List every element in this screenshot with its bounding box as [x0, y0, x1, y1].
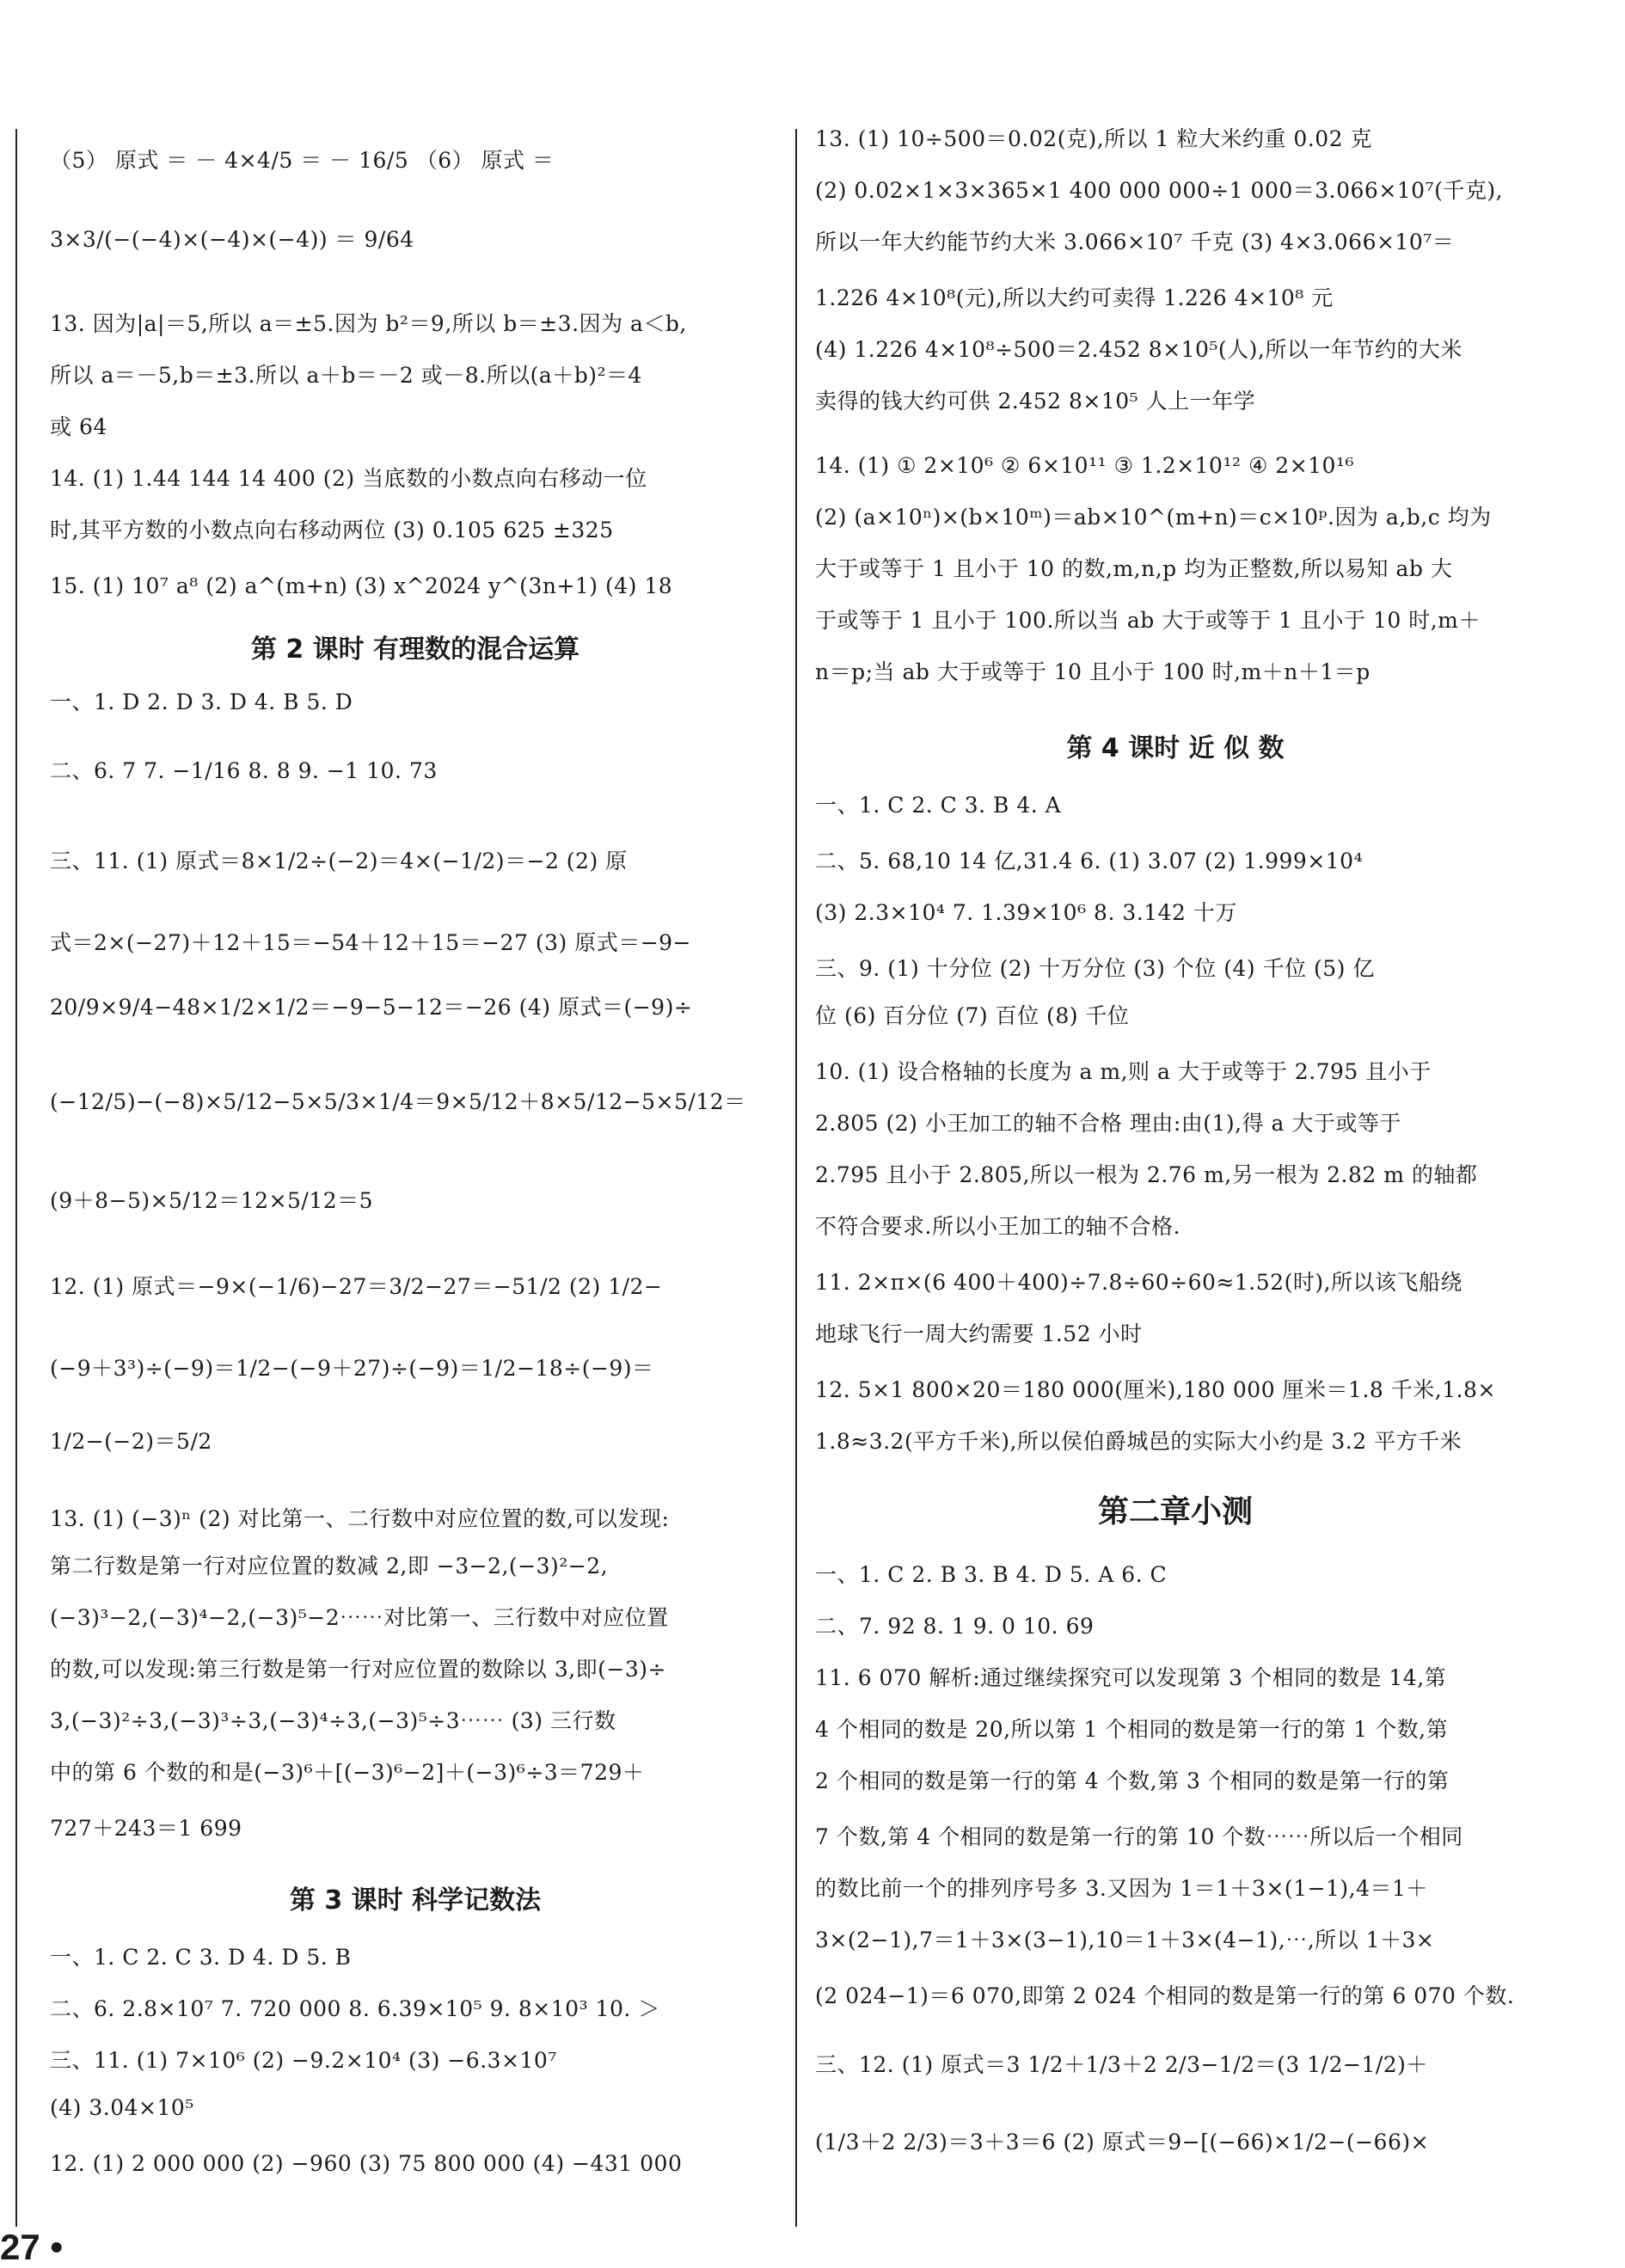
answer-line: 三、11. (1) 7×10⁶ (2) −9.2×10⁴ (3) −6.3×10⁷ — [50, 2048, 557, 2073]
page-number: 27 • — [0, 2227, 64, 2267]
answer-line: 1.226 4×10⁸(元),所以大约可卖得 1.226 4×10⁸ 元 — [815, 285, 1334, 310]
answer-line: 二、6. 7 7. −1/16 8. 8 9. −1 10. 73 — [50, 758, 438, 783]
answer-line: 所以 a＝－5,b＝±3.所以 a＋b＝－2 或－8.所以(a＋b)²＝4 — [50, 363, 642, 388]
answer-line: 2.805 (2) 小王加工的轴不合格 理由:由(1),得 a 大于或等于 — [815, 1111, 1401, 1136]
column-divider — [795, 129, 797, 2227]
answer-line: 2.795 且小于 2.805,所以一根为 2.76 m,另一根为 2.82 m 的轴都 — [815, 1162, 1478, 1187]
answer-line: 式＝2×(−27)＋12＋15＝−54＋12＋15＝−27 (3) 原式＝−9− — [50, 930, 691, 955]
answer-line: (1/3＋2 2/3)＝3＋3＝6 (2) 原式＝9−[(−66)×1/2−(−66)× — [815, 2130, 1430, 2155]
answer-line: 13. 因为|a|＝5,所以 a＝±5.因为 b²＝9,所以 b＝±3.因为 a＜b, — [50, 311, 687, 336]
section-heading: 第 2 课时 有理数的混合运算 — [250, 634, 580, 665]
section-heading: 第 4 课时 近 似 数 — [1066, 733, 1285, 763]
answer-line: 位 (6) 百分位 (7) 百位 (8) 千位 — [815, 1003, 1130, 1028]
answer-line: 三、12. (1) 原式＝3 1/2＋1/3＋2 2/3−1/2＝(3 1/2−1/2)＋ — [815, 2052, 1428, 2077]
answer-line: 一、1. C 2. C 3. D 4. D 5. B — [50, 1945, 352, 1970]
answer-line: 一、1. C 2. C 3. B 4. A — [815, 793, 1062, 818]
answer-line: （5） 原式 ＝ － 4×4/5 ＝ － 16/5 （6） 原式 ＝ — [50, 148, 555, 173]
answer-line: 15. (1) 10⁷ a⁸ (2) a^(m+n) (3) x^2024 y^(3n+1) (4) 18 — [50, 573, 673, 598]
answer-line: 一、1. D 2. D 3. D 4. B 5. D — [50, 690, 353, 714]
answer-line: 12. 5×1 800×20＝180 000(厘米),180 000 厘米＝1.8 千米,1.8× — [815, 1377, 1496, 1402]
answer-line: 2 个相同的数是第一行的第 4 个数,第 3 个相同的数是第一行的第 — [815, 1768, 1450, 1793]
left-margin-rule — [15, 129, 17, 2227]
answer-line: 12. (1) 原式＝−9×(−1/6)−27＝3/2−27＝−51/2 (2) 1/2− — [50, 1274, 663, 1299]
answer-line: 不符合要求.所以小王加工的轴不合格. — [815, 1214, 1180, 1239]
answer-line: (−9＋3³)÷(−9)＝1/2−(−9＋27)÷(−9)＝1/2−18÷(−9)＝ — [50, 1356, 654, 1381]
answer-line: 11. 6 070 解析:通过继续探究可以发现第 3 个相同的数是 14,第 — [815, 1665, 1447, 1690]
answer-line: 的数比前一个的排列序号多 3.又因为 1＝1＋3×(1−1),4＝1＋ — [815, 1876, 1428, 1901]
answer-line: n＝p;当 ab 大于或等于 10 且小于 100 时,m＋n＋1＝p — [815, 659, 1371, 684]
answer-line: 3×(2−1),7＝1＋3×(3−1),10＝1＋3×(4−1),⋯,所以 1＋3× — [815, 1928, 1435, 1952]
answer-line: 11. 2×π×(6 400＋400)÷7.8÷60÷60≈1.52(时),所以该飞船绕 — [815, 1270, 1463, 1295]
answer-line: 727＋243＝1 699 — [50, 1816, 242, 1841]
answer-line: (4) 3.04×10⁵ — [50, 2095, 194, 2120]
answer-line: 时,其平方数的小数点向右移动两位 (3) 0.105 625 ±325 — [50, 518, 614, 542]
answer-line: 3,(−3)²÷3,(−3)³÷3,(−3)⁴÷3,(−3)⁵÷3⋯⋯ (3) 三行数 — [50, 1708, 616, 1733]
answer-line: (4) 1.226 4×10⁸÷500＝2.452 8×10⁵(人),所以一年节约的大米 — [815, 337, 1462, 362]
answer-line: 一、1. C 2. B 3. B 4. D 5. A 6. C — [815, 1562, 1168, 1587]
answer-line: (2) (a×10ⁿ)×(b×10ᵐ)＝ab×10^(m+n)＝c×10ᵖ.因为 a,b,c 均为 — [815, 505, 1492, 530]
answer-line: (2 024−1)＝6 070,即第 2 024 个相同的数是第一行的第 6 070 个数. — [815, 1983, 1515, 2008]
section-heading: 第二章小测 — [1097, 1494, 1253, 1529]
answer-line: 20/9×9/4−48×1/2×1/2＝−9−5−12＝−26 (4) 原式＝(−9)÷ — [50, 995, 693, 1020]
answer-line: 13. (1) 10÷500＝0.02(克),所以 1 粒大米约重 0.02 克 — [815, 126, 1373, 151]
answer-line: 大于或等于 1 且小于 10 的数,m,n,p 均为正整数,所以易知 ab 大 — [815, 556, 1453, 581]
answer-line: (−3)³−2,(−3)⁴−2,(−3)⁵−2⋯⋯对比第一、三行数中对应位置 — [50, 1605, 669, 1630]
answer-line: 二、6. 2.8×10⁷ 7. 720 000 8. 6.39×10⁵ 9. 8×10³ 10. ＞ — [50, 1996, 660, 2021]
answer-line: 12. (1) 2 000 000 (2) −960 (3) 75 800 000 (4) −431 000 — [50, 2151, 683, 2176]
answer-line: (2) 0.02×1×3×365×1 400 000 000÷1 000＝3.066×10⁷(千克), — [815, 178, 1504, 203]
answer-line: 10. (1) 设合格轴的长度为 a m,则 a 大于或等于 2.795 且小于 — [815, 1059, 1432, 1084]
answer-line: 13. (1) (−3)ⁿ (2) 对比第一、二行数中对应位置的数,可以发现: — [50, 1506, 670, 1531]
answer-line: 二、7. 92 8. 1 9. 0 10. 69 — [815, 1614, 1095, 1639]
section-heading: 第 3 课时 科学记数法 — [289, 1885, 542, 1916]
answer-line: 三、11. (1) 原式＝8×1/2÷(−2)＝4×(−1/2)＝−2 (2) 原 — [50, 849, 628, 873]
answer-line: 第二行数是第一行对应位置的数减 2,即 −3−2,(−3)²−2, — [50, 1554, 609, 1578]
answer-line: 地球飞行一周大约需要 1.52 小时 — [815, 1321, 1143, 1346]
answer-line: (3) 2.3×10⁴ 7. 1.39×10⁶ 8. 3.142 十万 — [815, 900, 1237, 925]
answer-line: 1.8≈3.2(平方千米),所以侯伯爵城邑的实际大小约是 3.2 平方千米 — [815, 1429, 1462, 1454]
answer-line: 1/2−(−2)＝5/2 — [50, 1429, 212, 1454]
answer-line: 三、9. (1) 十分位 (2) 十万分位 (3) 个位 (4) 千位 (5) 亿 — [815, 956, 1375, 981]
answer-line: (9＋8−5)×5/12＝12×5/12＝5 — [50, 1188, 374, 1213]
answer-line: 中的第 6 个数的和是(−3)⁶＋[(−3)⁶−2]＋(−3)⁶÷3＝729＋ — [50, 1760, 645, 1785]
answer-line: 14. (1) 1.44 144 14 400 (2) 当底数的小数点向右移动一位 — [50, 466, 647, 491]
answer-line: 于或等于 1 且小于 100.所以当 ab 大于或等于 1 且小于 10 时,m＋ — [815, 608, 1481, 633]
answer-line: 3×3/(−(−4)×(−4)×(−4)) ＝ 9/64 — [50, 227, 414, 252]
answer-line: 二、5. 68,10 14 亿,31.4 6. (1) 3.07 (2) 1.999×10⁴ — [815, 849, 1364, 873]
answer-line: 的数,可以发现:第三行数是第一行对应位置的数除以 3,即(−3)÷ — [50, 1657, 666, 1682]
answer-line: 或 64 — [50, 414, 107, 439]
answer-line: 卖得的钱大约可供 2.452 8×10⁵ 人上一年学 — [815, 389, 1256, 414]
answer-line: (−12/5)−(−8)×5/12−5×5/3×1/4＝9×5/12＋8×5/12−5×5/12＝ — [50, 1089, 746, 1114]
answer-line: 4 个相同的数是 20,所以第 1 个相同的数是第一行的第 1 个数,第 — [815, 1717, 1449, 1742]
answer-line: 所以一年大约能节约大米 3.066×10⁷ 千克 (3) 4×3.066×10⁷＝ — [815, 230, 1455, 254]
answer-line: 14. (1) ① 2×10⁶ ② 6×10¹¹ ③ 1.2×10¹² ④ 2×10¹⁶ — [815, 453, 1355, 478]
answer-line: 7 个数,第 4 个相同的数是第一行的第 10 个数⋯⋯所以后一个相同 — [815, 1824, 1463, 1849]
